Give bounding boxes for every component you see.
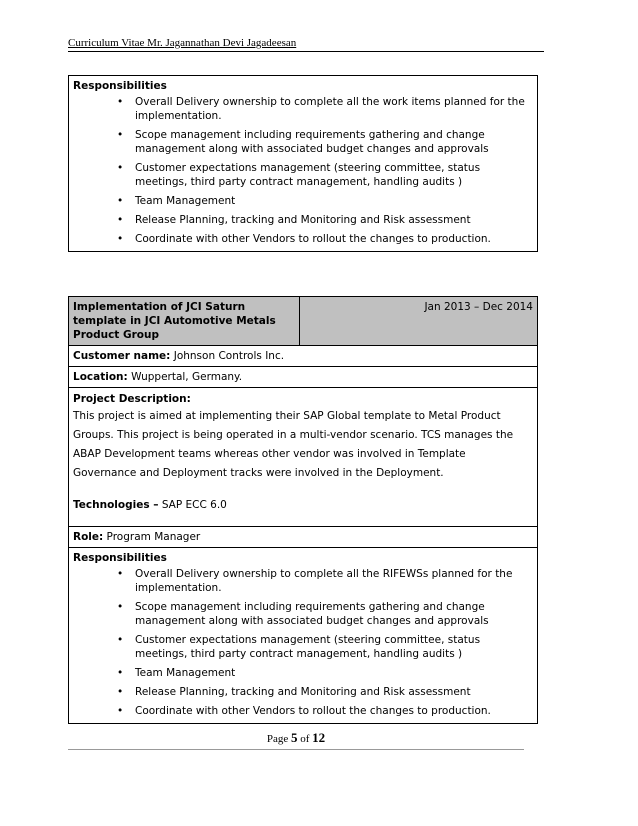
list-item: • Customer expectations management (steering committee, status meetings, third party contract management, handling audits ) [73,161,533,189]
project-dates: Jan 2013 – Dec 2014 [300,297,538,346]
location-row [69,367,538,388]
technologies-label: Technologies – [73,499,159,511]
location-label: Location: [73,371,128,383]
list-item: • Scope management including requirements gathering and change management along with associated budget changes and approvals [73,600,533,628]
page-header [68,37,544,52]
list-item: • Team Management [73,194,533,208]
description-label: Project Description: [73,393,191,405]
description-line: Governance and Deployment tracks were involved in the Deployment. [73,467,444,479]
project-table [68,296,538,724]
location-value: Wuppertal, Germany. [127,371,243,383]
responsibilities-cell-1 [69,76,538,252]
list-item: • Customer expectations management (steering committee, status meetings, third party contract management, handling audits ) [73,633,533,661]
responsibilities-cell-2 [69,548,538,724]
customer-value: Johnson Controls Inc. [170,350,285,362]
page-total: 12 [312,730,326,745]
role-row [69,527,538,548]
description-line: ABAP Development teams whereas other vendor was involved in Template [73,448,466,460]
responsibilities-heading: Responsibilities [73,552,167,564]
page-label: Page [266,733,289,745]
description-line: Groups. This project is being operated in a multi-vendor scenario. TCS manages the [73,429,514,441]
list-item: • Overall Delivery ownership to complete all the work items planned for the implementation. [73,95,533,123]
of-label: of [300,733,310,745]
customer-label: Customer name: [73,350,171,362]
header-text: Curriculum Vitae Mr. Jagannathan Devi Jagadeesan [68,37,297,49]
project-title: Implementation of JCI Saturn template in JCI Automotive Metals Product Group [69,297,300,346]
list-item: • Coordinate with other Vendors to rollout the changes to production. [73,232,533,246]
responsibilities-box-1 [68,75,538,252]
list-item: • Scope management including requirements gathering and change management along with associated budget changes and approvals [73,128,533,156]
role-label: Role: [73,531,104,543]
customer-row [69,346,538,367]
technologies-value: SAP ECC 6.0 [158,499,227,511]
responsibilities-heading: Responsibilities [73,80,167,92]
responsibilities-list-1 [73,95,533,246]
role-value: Program Manager [103,531,201,543]
description-line: This project is aimed at implementing their SAP Global template to Metal Product [73,410,501,422]
page-footer [68,730,524,750]
list-item: • Overall Delivery ownership to complete all the RIFEWSs planned for the implementation. [73,567,533,595]
description-row [69,388,538,527]
list-item: • Release Planning, tracking and Monitoring and Risk assessment [73,213,533,227]
list-item: • Release Planning, tracking and Monitoring and Risk assessment [73,685,533,699]
page-number: 5 [290,730,298,745]
responsibilities-list-2 [73,567,533,718]
list-item: • Coordinate with other Vendors to rollout the changes to production. [73,704,533,718]
list-item: • Team Management [73,666,533,680]
